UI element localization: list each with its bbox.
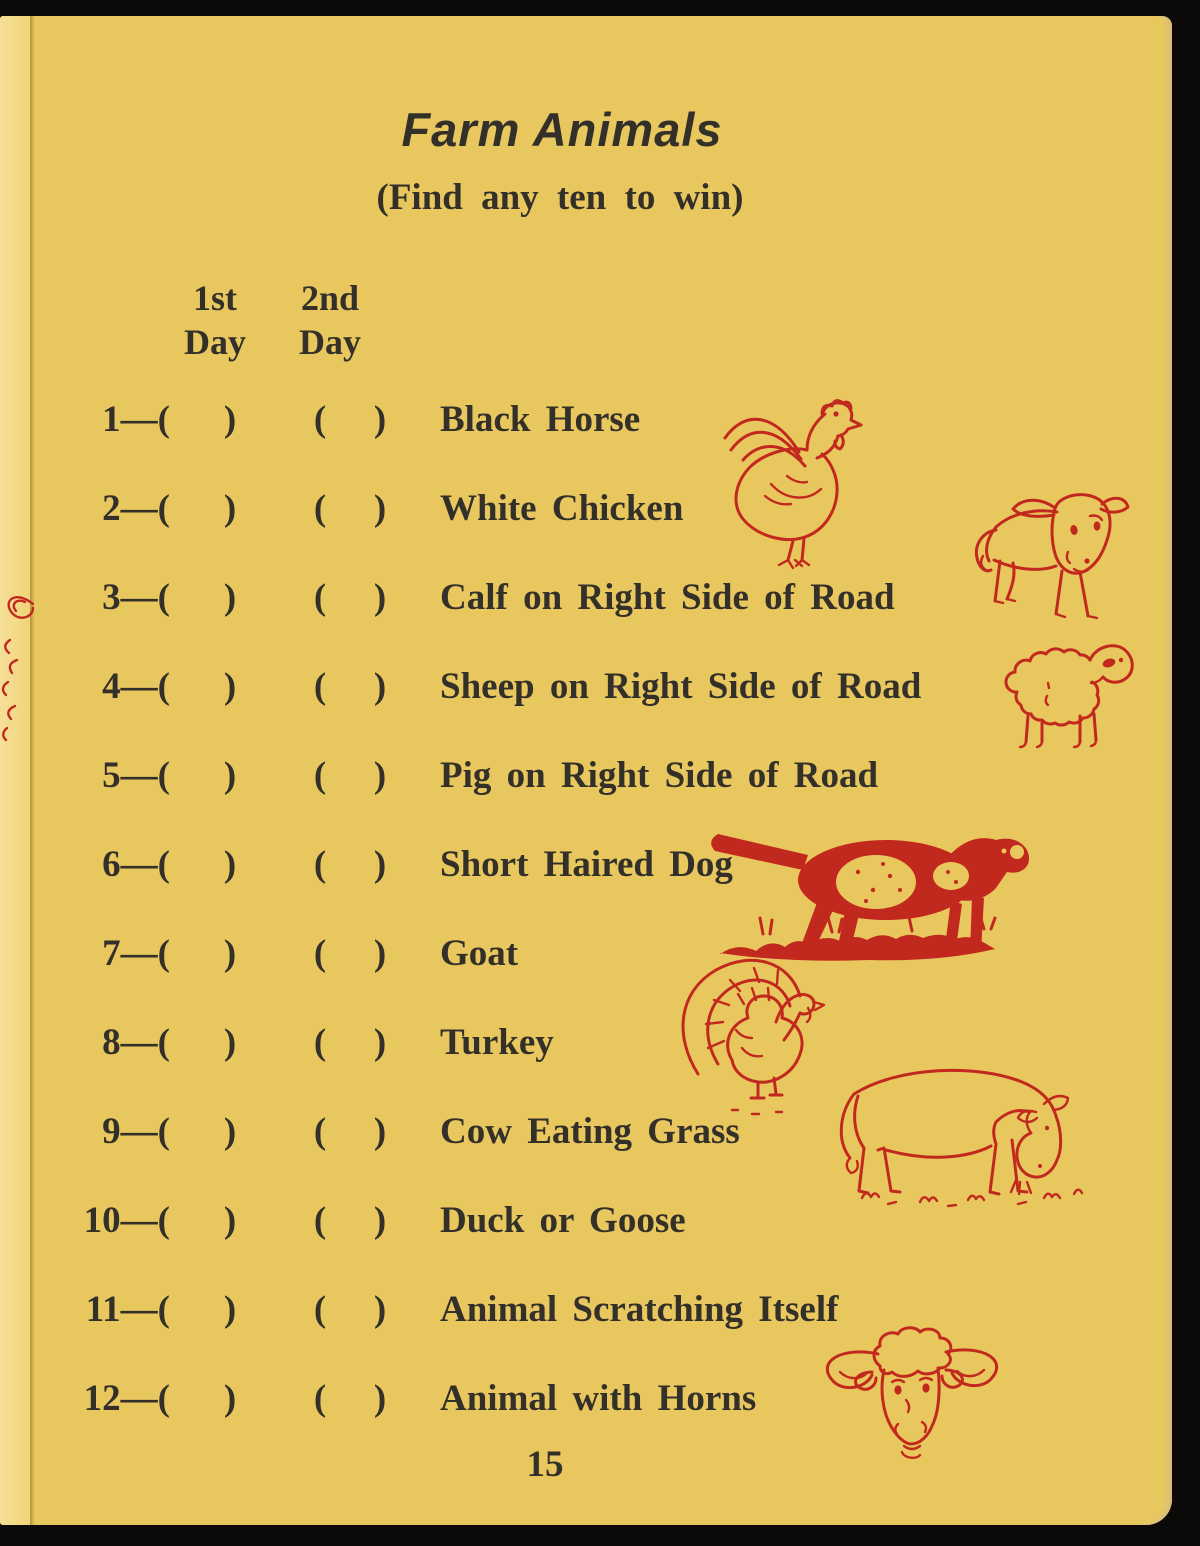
animal-label: Pig on Right Side of Road	[440, 755, 879, 796]
day2-open-paren: (	[313, 933, 327, 974]
animal-label: White Chicken	[440, 488, 684, 529]
grazing-cow-illustration	[828, 1052, 1096, 1214]
sheep-illustration	[982, 626, 1142, 754]
calf-illustration	[950, 466, 1130, 626]
day1-close-paren: )	[223, 1200, 237, 1241]
animal-label: Animal with Horns	[440, 1378, 757, 1419]
day2-open-paren: (	[313, 755, 327, 796]
row-number-and-day1-open-paren: 7—(	[102, 933, 170, 974]
day2-close-paren: )	[373, 1022, 387, 1063]
animal-label: Sheep on Right Side of Road	[440, 666, 922, 707]
day2-close-paren: )	[373, 1200, 387, 1241]
day1-close-paren: )	[223, 1289, 237, 1330]
row-number-and-day1-open-paren: 5—(	[102, 755, 170, 796]
day2-open-paren: (	[313, 1200, 327, 1241]
day1-close-paren: )	[223, 844, 237, 885]
row-number-and-day1-open-paren: 11—(	[85, 1289, 170, 1330]
animal-label: Black Horse	[440, 399, 641, 440]
day2-open-paren: (	[313, 844, 327, 885]
row-number-and-day1-open-paren: 8—(	[102, 1022, 170, 1063]
row-number-and-day1-open-paren: 2—(	[102, 488, 170, 529]
day1-close-paren: )	[223, 666, 237, 707]
animal-label: Short Haired Dog	[440, 844, 733, 885]
day2-close-paren: )	[373, 577, 387, 618]
day2-open-paren: (	[313, 1022, 327, 1063]
animal-label: Calf on Right Side of Road	[440, 577, 895, 618]
row-number-and-day1-open-paren: 4—(	[102, 666, 170, 707]
page-edge-fragment-illustration	[0, 588, 34, 748]
turkey-illustration	[672, 952, 850, 1124]
page-subtitle: (Find any ten to win)	[376, 177, 744, 218]
checklist-row	[0, 489, 1075, 529]
bull-head-illustration	[798, 1326, 1020, 1464]
day2-close-paren: )	[373, 933, 387, 974]
checklist-row	[0, 1290, 1075, 1330]
row-number-and-day1-open-paren: 9—(	[102, 1111, 170, 1152]
day1-close-paren: )	[223, 933, 237, 974]
day2-open-paren: (	[313, 666, 327, 707]
checklist-row	[0, 578, 1075, 618]
day2-close-paren: )	[373, 844, 387, 885]
day2-close-paren: )	[373, 666, 387, 707]
day2-close-paren: )	[373, 399, 387, 440]
row-number-and-day1-open-paren: 1—(	[102, 399, 170, 440]
day1-close-paren: )	[223, 1378, 237, 1419]
checklist-row	[0, 667, 1075, 707]
column-header-day1: 1st Day	[184, 278, 246, 362]
chicken-illustration	[695, 392, 875, 572]
animal-label: Duck or Goose	[440, 1200, 686, 1241]
day2-open-paren: (	[313, 399, 327, 440]
checklist-row	[0, 756, 1075, 796]
day-column-headers	[155, 276, 385, 364]
day1-close-paren: )	[223, 1111, 237, 1152]
animal-label: Turkey	[440, 1022, 554, 1063]
book-page	[0, 16, 1172, 1525]
day2-open-paren: (	[313, 1289, 327, 1330]
animal-label: Goat	[440, 933, 519, 974]
day2-open-paren: (	[313, 1111, 327, 1152]
checklist-row	[0, 400, 1075, 440]
row-number-and-day1-open-paren: 10—(	[83, 1200, 170, 1241]
day2-open-paren: (	[313, 577, 327, 618]
day2-close-paren: )	[373, 1378, 387, 1419]
day1-close-paren: )	[223, 1022, 237, 1063]
day2-open-paren: (	[313, 488, 327, 529]
day2-close-paren: )	[373, 755, 387, 796]
page-title: Farm Animals	[401, 103, 723, 156]
animal-label: Cow Eating Grass	[440, 1111, 740, 1152]
day2-open-paren: (	[313, 1378, 327, 1419]
day1-close-paren: )	[223, 488, 237, 529]
day2-close-paren: )	[373, 488, 387, 529]
page-number: 15	[526, 1444, 564, 1485]
row-number-and-day1-open-paren: 3—(	[102, 577, 170, 618]
day1-close-paren: )	[223, 755, 237, 796]
row-number-and-day1-open-paren: 12—(	[83, 1378, 170, 1419]
row-number-and-day1-open-paren: 6—(	[102, 844, 170, 885]
animal-label: Animal Scratching Itself	[440, 1289, 839, 1330]
column-header-day2: 2nd Day	[299, 278, 361, 362]
day2-close-paren: )	[373, 1111, 387, 1152]
day1-close-paren: )	[223, 399, 237, 440]
day1-close-paren: )	[223, 577, 237, 618]
day2-close-paren: )	[373, 1289, 387, 1330]
